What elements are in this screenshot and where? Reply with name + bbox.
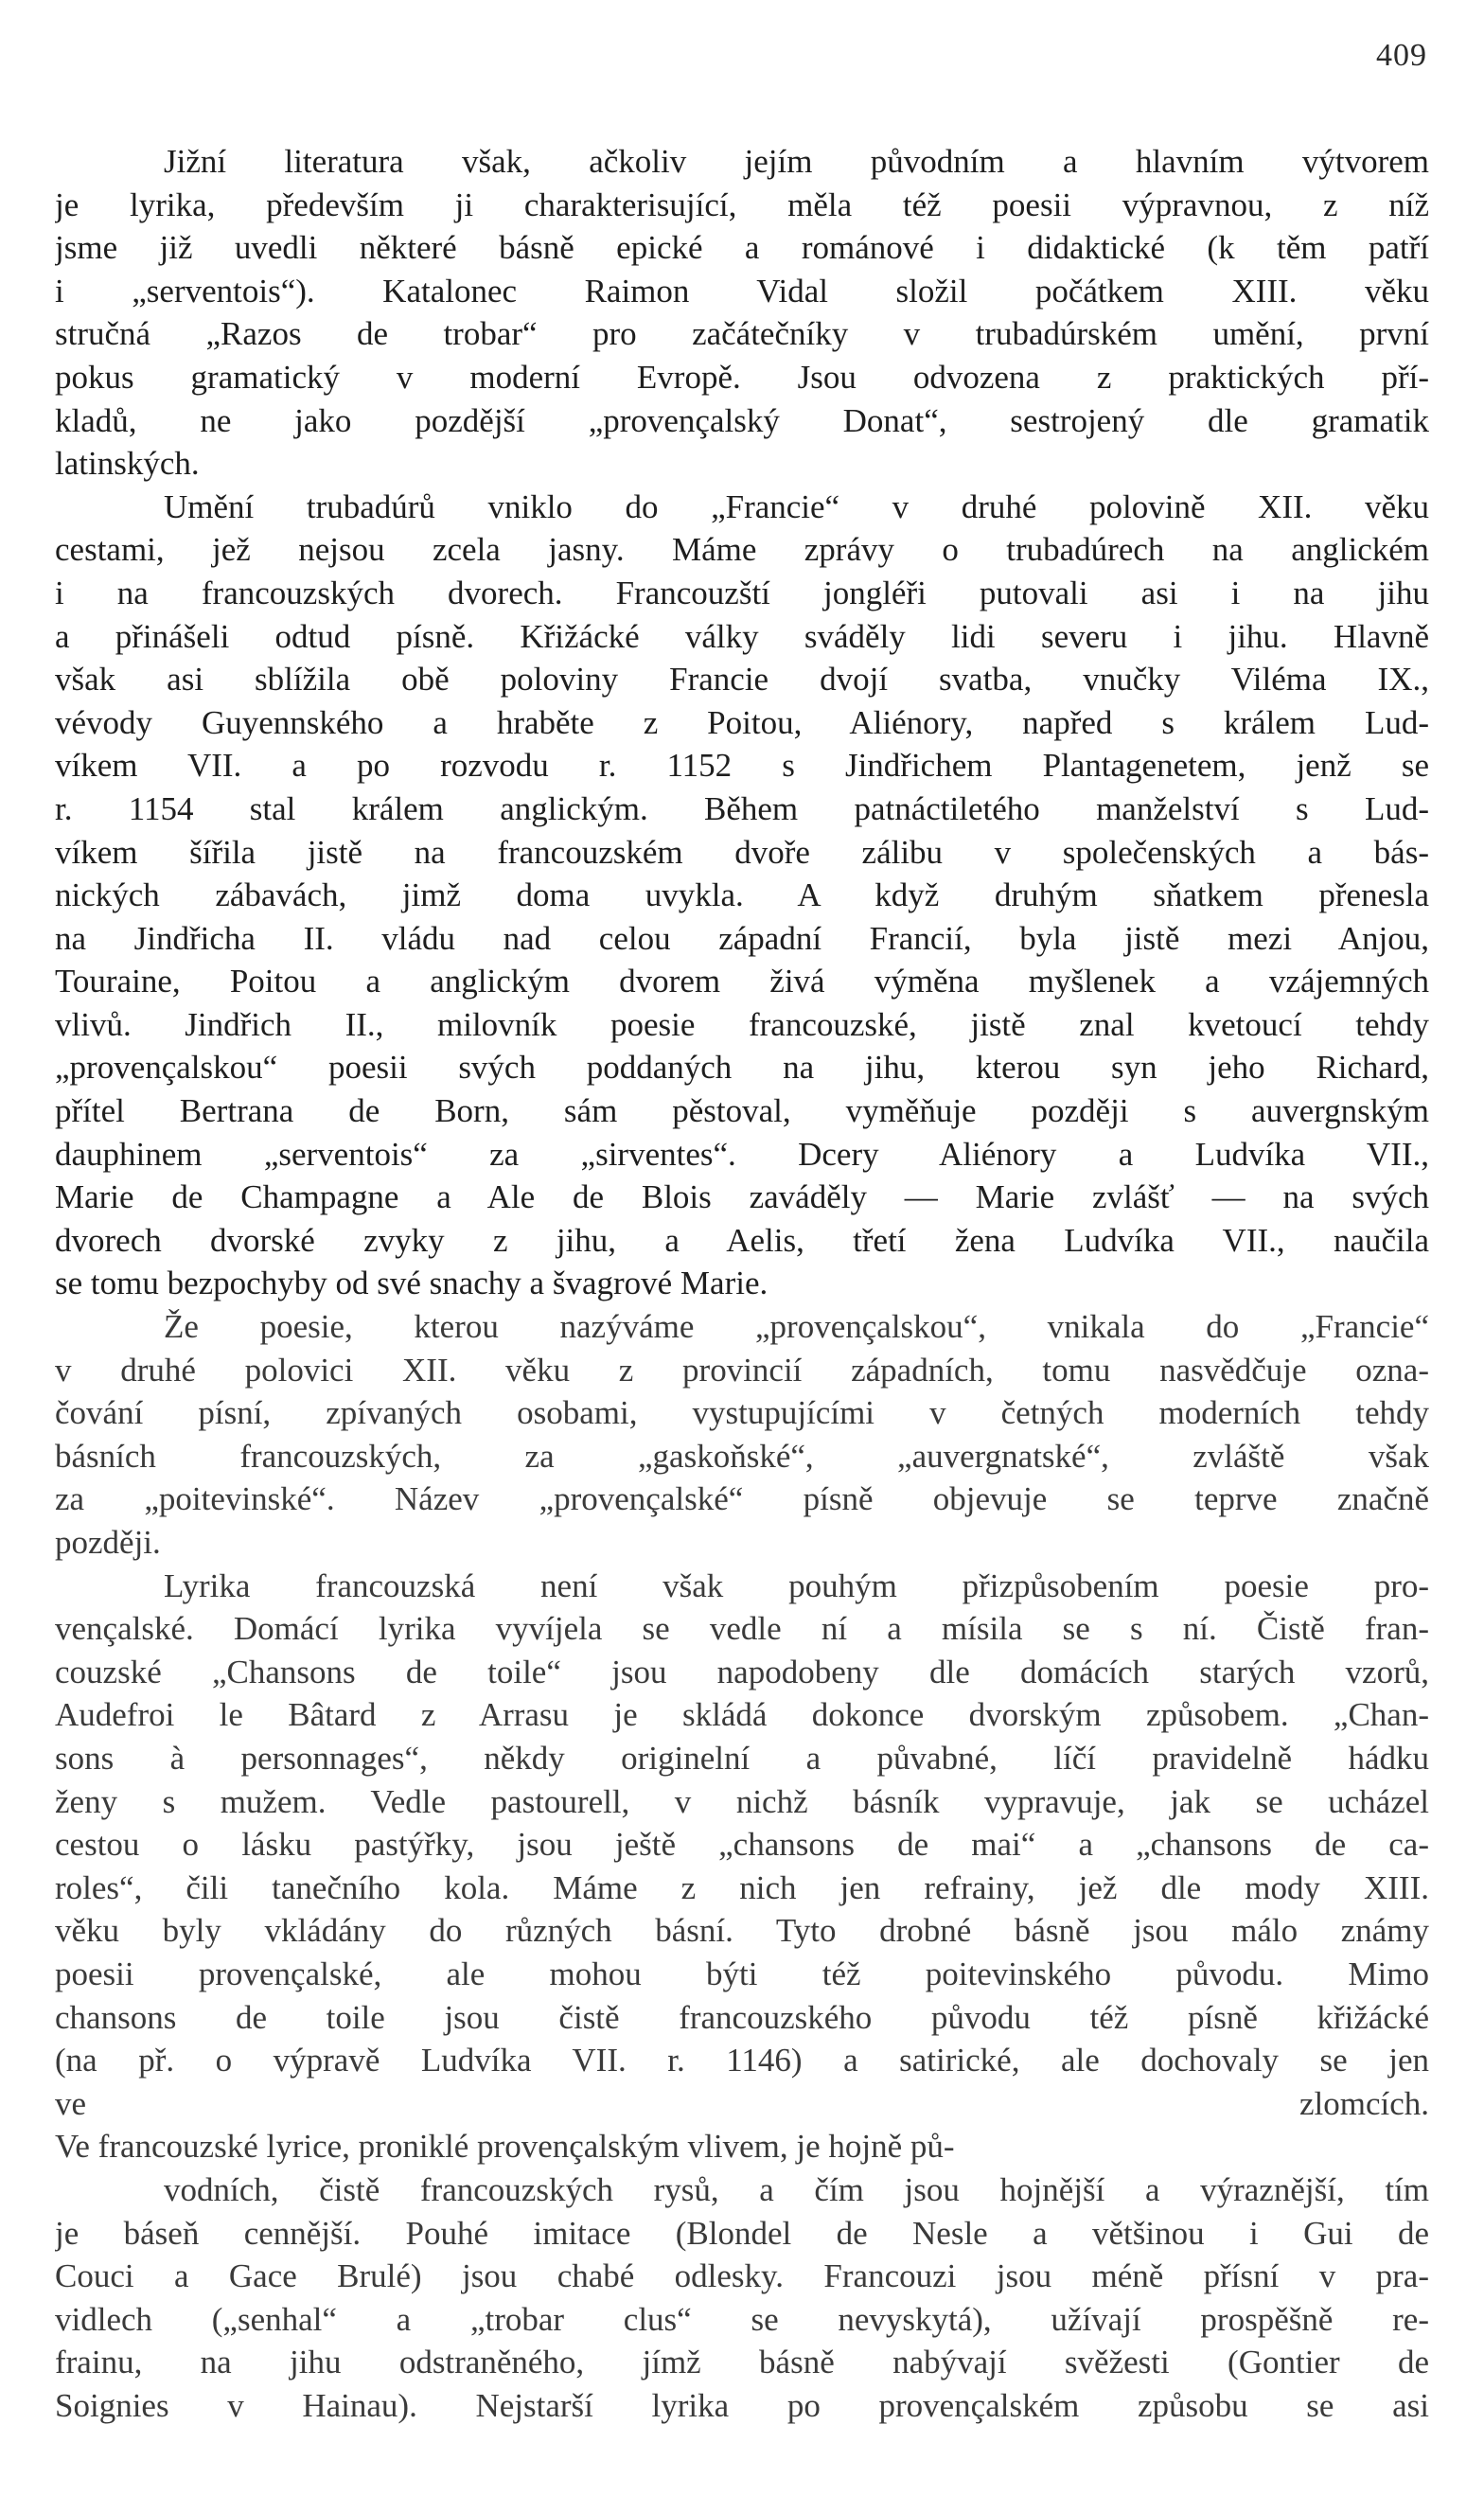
text-line: na Jindřicha II. vládu nad celou západní Francií, byla jistě mezi Anjou,	[55, 919, 1429, 957]
text-line: Marie de Champagne a Ale de Blois zaváděly — Marie zvlášť — na svých	[55, 1178, 1429, 1216]
text-line: ženy s mužem. Vedle pastourell, v nichž básník vypravuje, jak se ucházel	[55, 1782, 1429, 1820]
text-line: latinských.	[55, 445, 200, 483]
text-line: vençalské. Domácí lyrika vyvíjela se vedle ní a mísila se s ní. Čistě fran-	[55, 1610, 1429, 1648]
text-line: básních francouzských, za „gaskoňské“, „auvergnatské“, zvláště však	[55, 1437, 1429, 1475]
text-line: věku byly vkládány do různých básní. Tyto drobné básně jsou málo známy	[55, 1912, 1429, 1950]
text-line: stručná „Razos de trobar“ pro začátečníky v trubadúrském umění, první	[55, 315, 1429, 353]
text-line: se tomu bezpochyby od své snachy a švagrové Marie.	[55, 1265, 768, 1302]
text-line: cestami, jež nejsou zcela jasny. Máme zprávy o trubadúrech na anglickém	[55, 531, 1429, 569]
text-line: je lyrika, především ji charakterisující, měla též poesii výpravnou, z níž	[55, 186, 1429, 223]
text-line: kladů, ne jako pozdější „provençalský Donat“, sestrojený dle gramatik	[55, 401, 1429, 439]
text-line: ve zlomcích.	[55, 2084, 1429, 2122]
text-line: později.	[55, 1524, 161, 1561]
text-line: jsme již uvedli některé básně epické a románové i didaktické (k těm patří	[55, 229, 1429, 267]
text-line: Soignies v Hainau). Nejstarší lyrika po provençalském způsobu se asi	[55, 2386, 1429, 2424]
text-line: víkem VII. a po rozvodu r. 1152 s Jindřichem Plantagenetem, jenž se	[55, 747, 1429, 785]
text-line: v druhé polovici XII. věku z provincií západních, tomu nasvědčuje ozna-	[55, 1351, 1429, 1389]
text-line: Lyrika francouzská není však pouhým přizpůsobením poesie pro-	[164, 1566, 1429, 1604]
text-line: r. 1154 stal králem anglickým. Během patnáctiletého manželství s Lud-	[55, 789, 1429, 827]
text-line: přítel Bertrana de Born, sám pěstoval, vyměňuje později s auvergnským	[55, 1092, 1429, 1130]
text-line: pokus gramatický v moderní Evropě. Jsou odvozena z praktických pří-	[55, 358, 1429, 396]
text-body	[55, 140, 1429, 2470]
text-line	[55, 2427, 1429, 2470]
text-line: frainu, na jihu odstraněného, jímž básně nabývají svěžesti (Gontier de	[55, 2344, 1429, 2381]
text-line: vévody Guyennského a hraběte z Poitou, Aliénory, napřed s králem Lud-	[55, 703, 1429, 741]
text-line: chansons de toile jsou čistě francouzského původu též písně křižácké	[55, 1998, 1429, 2036]
text-line: dvorech dvorské zvyky z jihu, a Aelis, třetí žena Ludvíka VII., naučila	[55, 1221, 1429, 1259]
text-line: i „serventois“). Katalonec Raimon Vidal složil počátkem XIII. věku	[55, 272, 1429, 310]
text-line: dauphinem „serventois“ za „sirventes“. Dcery Aliénory a Ludvíka VII.,	[55, 1135, 1429, 1173]
page-number: 409	[1376, 38, 1427, 73]
text-line: čování písní, zpívaných osobami, vystupujícími v četných moderních tehdy	[55, 1394, 1429, 1432]
text-line: Touraine, Poitou a anglickým dvorem živá výměna myšlenek a vzájemných	[55, 963, 1429, 1000]
text-line: sons à personnages“, někdy originelní a půvabné, líčí pravidelně hádku	[55, 1739, 1429, 1777]
text-line: vidlech („senhal“ a „trobar clus“ se nevyskytá), užívají prospěšně re-	[55, 2300, 1429, 2338]
text-line: Jižní literatura však, ačkoliv jejím původním a hlavním výtvorem	[164, 143, 1429, 180]
text-line: vodních, čistě francouzských rysů, a čím jsou hojnější a výraznější, tím	[164, 2170, 1429, 2208]
text-line: víkem šířila jistě na francouzském dvoře zálibu v společenských a bás-	[55, 833, 1429, 871]
text-line: nických zábavách, jimž doma uvykla. A když druhým sňatkem přenesla	[55, 876, 1429, 914]
text-line: „provençalskou“ poesii svých poddaných na jihu, kterou syn jeho Richard,	[55, 1049, 1429, 1087]
text-line: Ve francouzské lyrice, proniklé provençalským vlivem, je hojně pů-	[55, 2128, 955, 2166]
text-line: Couci a Gace Brulé) jsou chabé odlesky. Francouzi jsou méně přísní v pra-	[55, 2257, 1429, 2295]
text-line: (na př. o výpravě Ludvíka VII. r. 1146) a satirické, ale dochovaly se jen	[55, 2042, 1429, 2079]
text-line: a přinášeli odtud písně. Křižácké války sváděly lidi severu i jihu. Hlavně	[55, 617, 1429, 655]
text-line: i na francouzských dvorech. Francouzští jongléři putovali asi i na jihu	[55, 574, 1429, 611]
text-line: za „poitevinské“. Název „provençalské“ písně objevuje se teprve značně	[55, 1480, 1429, 1518]
text-line: Audefroi le Bâtard z Arrasu je skládá dokonce dvorským způsobem. „Chan-	[55, 1696, 1429, 1734]
text-line: cestou o lásku pastýřky, jsou ještě „chansons de mai“ a „chansons de ca-	[55, 1826, 1429, 1864]
text-line: vlivů. Jindřich II., milovník poesie francouzské, jistě znal kvetoucí tehdy	[55, 1005, 1429, 1043]
text-line: roles“, čili tanečního kola. Máme z nich jen refrainy, jež dle mody XIII.	[55, 1868, 1429, 1906]
text-line: Že poesie, kterou nazýváme „provençalskou“, vnikala do „Francie“	[164, 1308, 1429, 1346]
text-line: však asi sblížila obě poloviny Francie dvojí svatba, vnučky Viléma IX.,	[55, 661, 1429, 699]
text-line: je báseň cennější. Pouhé imitace (Blondel de Nesle a většinou i Gui de	[55, 2214, 1429, 2252]
text-line: poesii provençalské, ale mohou býti též poitevinského původu. Mimo	[55, 1955, 1429, 1992]
text-line: Umění trubadúrů vniklo do „Francie“ v druhé polovině XII. věku	[164, 487, 1429, 525]
text-line: couzské „Chansons de toile“ jsou napodobeny dle domácích starých vzorů,	[55, 1653, 1429, 1690]
